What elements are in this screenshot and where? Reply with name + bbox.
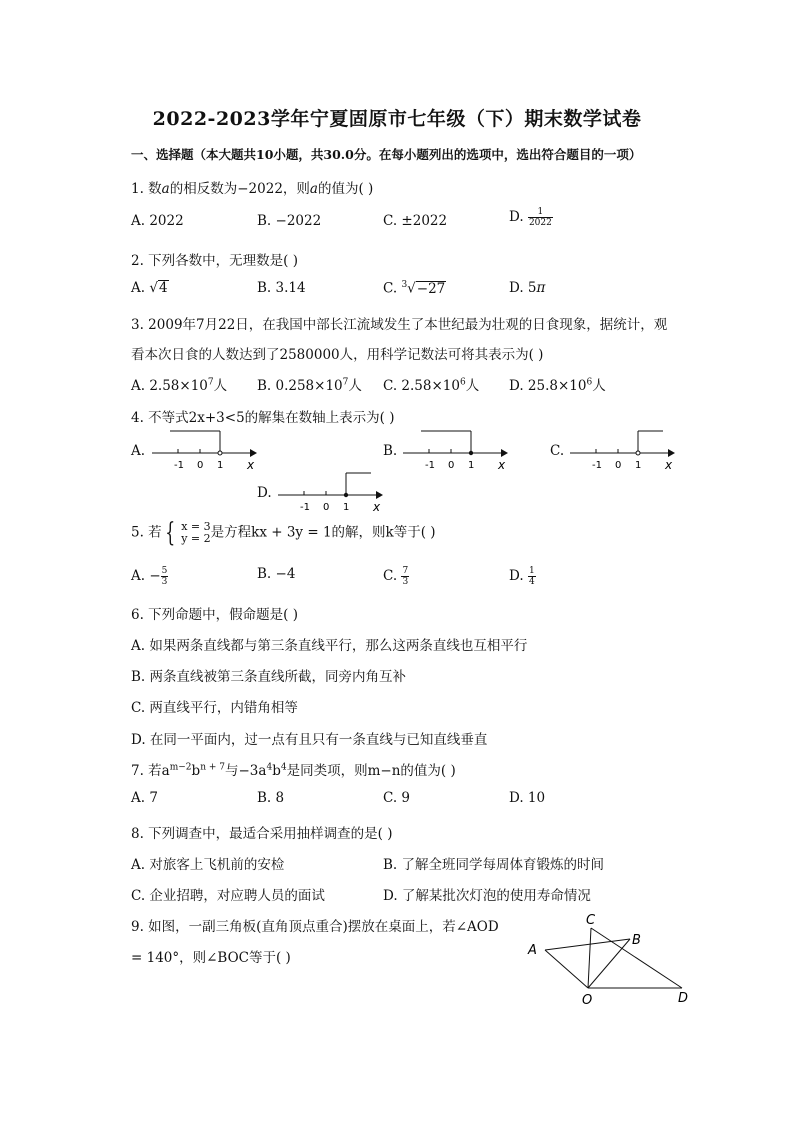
q4-option-b-label[interactable]: B.: [383, 443, 398, 459]
point-d-label: D: [678, 991, 689, 1006]
point-c-label: C: [586, 913, 596, 928]
q7-option-b[interactable]: B. 8: [257, 790, 285, 806]
question-7: 7. 若$a^{m-2}b^{n + 7}$与$-3a^4b^4$是同类项，则m−n的值为( ): [131, 762, 456, 779]
question-9-line-2: = 140°，则∠BOC等于( ): [131, 950, 291, 966]
svg-text:0: 0: [615, 460, 622, 471]
q1-option-b[interactable]: B. −2022: [257, 213, 322, 229]
question-5: 5. 若 { x = 3 y = 2 是方程kx + 3y = 1的解，则k等于( ): [131, 518, 436, 548]
q1-option-c[interactable]: C. ±2022: [383, 213, 448, 229]
q1-option-d[interactable]: D. $\frac{1}{2022}$: [509, 207, 552, 228]
q3-option-c[interactable]: C. $2.58\times 10^6$人: [383, 377, 480, 394]
q2-option-b[interactable]: B. 3.14: [257, 280, 306, 296]
point-a-label: A: [528, 943, 537, 958]
question-3-line-1: 3. 2009年7月22日，在我国中部长江流域发生了本世纪最为壮观的日食现象，据统计，观: [131, 317, 668, 333]
q7-option-d[interactable]: D. 10: [509, 790, 546, 806]
question-9-line-1: 9. 如图，一副三角板(直角顶点重合)摆放在桌面上，若∠AOD: [131, 919, 499, 935]
svg-text:x: x: [373, 500, 381, 514]
q5-option-a[interactable]: A. − $\frac{5}{3}$: [131, 566, 168, 587]
q4-number-line-c: [568, 428, 683, 472]
svg-text:1: 1: [343, 502, 350, 513]
q2-option-a[interactable]: A. √4: [131, 280, 168, 296]
question-1: 1. 数a的相反数为−2022，则a的值为( ): [131, 181, 374, 197]
q8-option-c[interactable]: C. 企业招聘，对应聘人员的面试: [131, 888, 325, 904]
svg-text:x: x: [247, 458, 255, 472]
q4-option-a-label[interactable]: A.: [131, 443, 146, 459]
q1-option-a[interactable]: A. 2022: [131, 213, 184, 229]
svg-text:1: 1: [468, 460, 475, 471]
question-2: 2. 下列各数中，无理数是( ): [131, 253, 298, 269]
svg-text:1: 1: [635, 460, 642, 471]
svg-text:-1: -1: [174, 460, 184, 471]
q6-option-b[interactable]: B. 两条直线被第三条直线所截，同旁内角互补: [131, 669, 407, 685]
question-6: 6. 下列命题中，假命题是( ): [131, 607, 298, 623]
svg-text:1: 1: [217, 460, 224, 471]
q5-option-c[interactable]: C. $\frac{7}{3}$: [383, 566, 409, 587]
svg-text:-1: -1: [425, 460, 435, 471]
svg-text:x: x: [665, 458, 673, 472]
q2-option-d[interactable]: D. 5π: [509, 280, 546, 296]
svg-text:-1: -1: [592, 460, 602, 471]
q8-option-d[interactable]: D. 了解某批次灯泡的使用寿命情况: [383, 888, 591, 904]
q4-number-line-b: [401, 428, 511, 472]
q7-option-c[interactable]: C. 9: [383, 790, 411, 806]
svg-text:0: 0: [197, 460, 204, 471]
question-8: 8. 下列调查中，最适合采用抽样调查的是( ): [131, 826, 393, 842]
point-b-label: B: [632, 933, 641, 948]
q3-option-a[interactable]: A. $2.58\times 10^7$人: [131, 377, 228, 394]
q4-option-c-label[interactable]: C.: [550, 443, 565, 459]
q8-option-b[interactable]: B. 了解全班同学每周体育锻炼的时间: [383, 857, 605, 873]
q6-option-d[interactable]: D. 在同一平面内，过一点有且只有一条直线与已知直线垂直: [131, 732, 488, 748]
q3-option-b[interactable]: B. $0.258\times 10^7$人: [257, 377, 362, 394]
q5-option-d[interactable]: D. $\frac{1}{4}$: [509, 566, 535, 587]
q6-option-c[interactable]: C. 两直线平行，内错角相等: [131, 700, 298, 716]
q6-option-a[interactable]: A. 如果两条直线都与第三条直线平行，那么这两条直线也互相平行: [131, 638, 528, 654]
q4-option-d-label[interactable]: D.: [257, 485, 272, 501]
question-4: 4. 不等式2x+3<5的解集在数轴上表示为( ): [131, 410, 395, 426]
q7-option-a[interactable]: A. 7: [131, 790, 158, 806]
point-o-label: O: [582, 993, 593, 1008]
fraction: $\frac{1}{2022}$: [528, 207, 552, 228]
q3-option-d[interactable]: D. $25.8\times 10^6$人: [509, 377, 606, 394]
svg-text:0: 0: [323, 502, 330, 513]
section-heading: 一、选择题（本大题共10小题，共30.0分。在每小题列出的选项中，选出符合题目的一项）: [131, 147, 642, 162]
q8-option-a[interactable]: A. 对旅客上飞机前的安检: [131, 857, 285, 873]
q2-option-c[interactable]: C. $^3$√−27: [383, 280, 446, 297]
equation-system: { x = 3 y = 2: [164, 518, 211, 548]
q4-number-line-a: [150, 428, 260, 472]
svg-text:0: 0: [448, 460, 455, 471]
svg-text:x: x: [498, 458, 506, 472]
q5-option-b[interactable]: B. −4: [257, 566, 296, 582]
page-title: 2022-2023学年宁夏固原市七年级（下）期末数学试卷: [152, 108, 642, 130]
question-3-line-2: 看本次日食的人数达到了2580000人，用科学记数法可将其表示为( ): [131, 347, 544, 363]
q9-triangle-figure: [520, 910, 700, 1010]
q4-number-line-d: [276, 470, 391, 514]
svg-text:-1: -1: [300, 502, 310, 513]
